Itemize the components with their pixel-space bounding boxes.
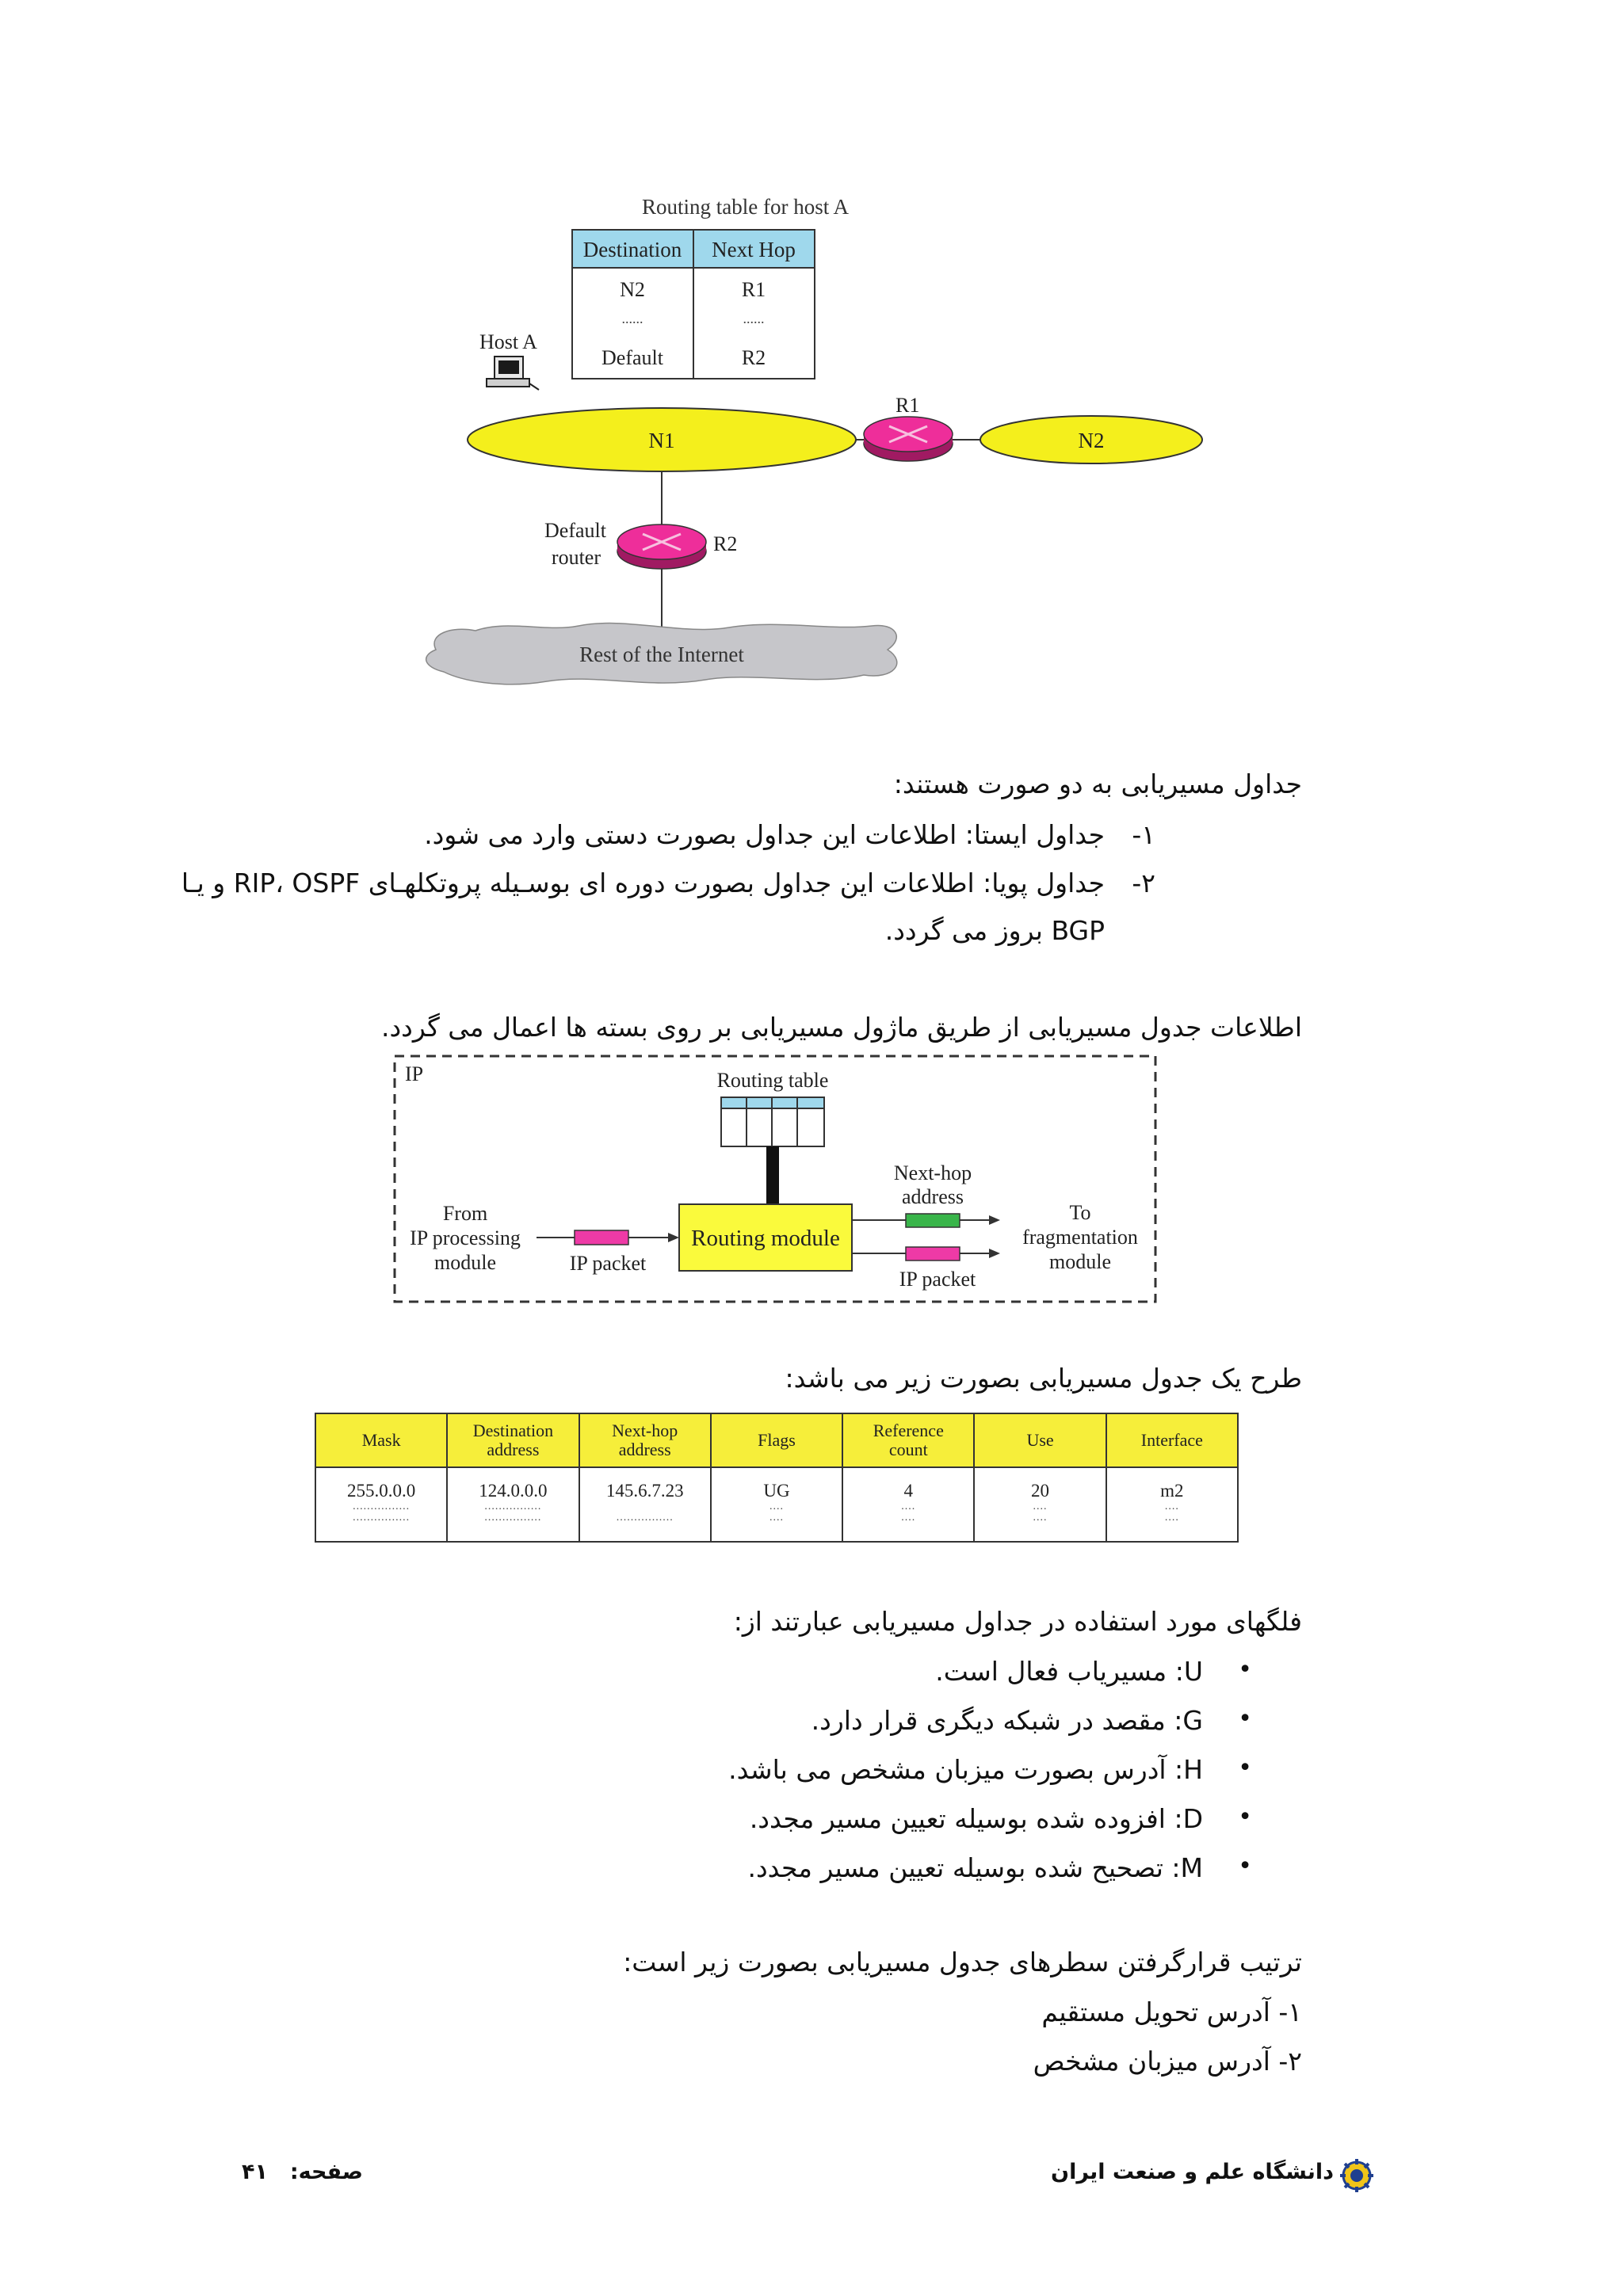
routing-table-format [315,1413,1239,1543]
cell-use-value: 20 [1031,1481,1050,1501]
bullet-icon: • [1238,1754,1252,1782]
list-item-2-text-line1: جداول پویا: اطلاعات این جداول بصورت دوره ای بوسـیله پروتکلهـای RIP، OSPF و یـا [181,868,1105,898]
routing-table-header-row [315,1413,1238,1467]
filler-dots: .... [1033,1512,1048,1524]
row-order-heading: ترتیب قرارگرفتن سطرهای جدول مسیریابی بصورت زیر است: [623,1947,1302,1978]
table-row [315,1467,1238,1542]
to-label-line3: module [1049,1250,1111,1273]
header-destination: Destination [582,238,682,261]
host-routing-table [572,230,815,379]
to-label-line2: fragmentation [1022,1226,1138,1249]
routing-table-title: Routing table for host A [642,195,849,219]
cell-reference-count [842,1467,974,1542]
ip-packet-in-icon [575,1230,628,1245]
routing-tables-types-heading: جداول مسیریابی به دو صورت هستند: [893,769,1302,799]
routing-module-paragraph: اطلاعات جدول مسیریابی از طریق ماژول مسیریابی بر روی بسته ها اعمال می گردد. [381,1012,1302,1043]
university-name: دانشگاه علم و صنعت ایران [1051,2160,1334,2184]
university-logo-icon [1339,2158,1374,2193]
cell-next-hop-value: 145.6.7.23 [605,1481,684,1501]
col-reference-label-1: Reference [873,1421,944,1440]
cell-use [974,1467,1106,1542]
col-interface [1106,1413,1238,1467]
cell-mask [315,1467,447,1542]
col-next-hop [579,1413,711,1467]
filler-dots: ................ [484,1512,542,1524]
to-label-line1: To [1069,1201,1091,1224]
row1-destination: N2 [620,278,645,301]
col-flags [711,1413,842,1467]
list-item-2-text-line2: BGP بروز می گردد. [884,915,1105,946]
from-label-line3: module [434,1251,496,1274]
cell-interface [1106,1467,1238,1542]
default-router-label-line1: Default [544,519,606,542]
cell-flags [711,1467,842,1542]
row-order-item-1: ۱- آدرس تحویل مستقیم [1041,1997,1302,2027]
routing-table-label: Routing table [716,1069,829,1092]
flag-u: U: مسیریاب فعال است. [935,1656,1203,1687]
header-next-hop: Next Hop [712,238,796,261]
col-next-hop-label-1: Next-hop [612,1421,678,1440]
router-r1 [864,417,953,461]
col-reference-label-2: count [888,1440,928,1459]
routing-module-diagram [392,1054,1161,1307]
router-r1-label: R1 [896,394,920,417]
col-destination-label-2: address [487,1440,540,1459]
ip-packet-out-label: IP packet [899,1268,976,1291]
filler-dots: ................ [353,1512,411,1524]
cell-interface-value: m2 [1160,1481,1184,1501]
cell-next-hop [579,1467,711,1542]
flag-m: M: تصحیح شده بوسیله تعیین مسیر مجدد. [747,1852,1203,1883]
flag-h: H: آدرس بصورت میزبان مشخص می باشد. [728,1754,1203,1785]
routing-module-label: Routing module [691,1226,840,1251]
bullet-icon: • [1238,1705,1252,1733]
col-mask [315,1413,447,1467]
cell-destination [447,1467,579,1542]
list-item-1-text: جداول ایستا: اطلاعات این جداول بصورت دستی وارد می شود. [424,819,1105,850]
filler-dots: .... [901,1512,916,1524]
cell-mask-value: 255.0.0.0 [347,1481,416,1501]
row-order-item-2: ۲- آدرس میزبان مشخص [1033,2046,1302,2077]
col-destination-label-1: Destination [472,1421,554,1440]
filler-dots: ................ [616,1512,674,1524]
filler-dots: .... [769,1501,784,1512]
bullet-icon: • [1238,1656,1252,1684]
next-hop-address-icon [906,1214,960,1227]
from-label-line1: From [442,1202,488,1225]
cell-flags-value: UG [763,1481,790,1501]
filler-dots: .... [769,1512,784,1524]
footer [0,2155,1623,2203]
col-use-label: Use [1026,1430,1054,1450]
internet-label: Rest of the Internet [579,643,744,666]
row3-next-hop: R2 [741,346,766,369]
filler-dots: ................ [353,1501,411,1512]
filler-dots: ................ [484,1501,542,1512]
router-r2-label: R2 [713,532,738,555]
routing-topology-diagram [420,182,1236,697]
bullet-icon: • [1238,1852,1252,1880]
default-router-label-line2: router [551,546,601,569]
cell-destination-value: 124.0.0.0 [479,1481,548,1501]
col-mask-label: Mask [361,1430,401,1450]
col-destination [447,1413,579,1467]
page-number: ۴۱ [242,2160,268,2184]
col-flags-label: Flags [758,1430,796,1450]
next-hop-label-line1: Next-hop [893,1161,972,1184]
router-r2 [617,524,706,569]
filler-dots: .... [1164,1501,1179,1512]
row2-destination: ...... [621,311,643,326]
col-use [974,1413,1106,1467]
host-a-label: Host A [479,330,537,353]
next-hop-label-line2: address [902,1185,964,1208]
row2-next-hop: ...... [743,311,765,326]
ip-label: IP [405,1062,424,1085]
ip-packet-in-label: IP packet [569,1252,647,1275]
row3-destination: Default [601,346,663,369]
flag-g: G: مقصد در شبکه دیگری قرار دارد. [811,1705,1203,1736]
col-interface-label: Interface [1140,1430,1203,1450]
network-n2-label: N2 [1078,429,1105,452]
list-item-2-number: ۲- [1132,868,1155,898]
col-reference-count [842,1413,974,1467]
bullet-icon: • [1238,1803,1252,1831]
flags-heading: فلگهای مورد استفاده در جداول مسیریابی عبارتند از: [733,1606,1302,1637]
list-item-1-number: ۱- [1132,819,1155,850]
routing-table-layout-paragraph: طرح یک جدول مسیریابی بصورت زیر می باشد: [785,1363,1302,1394]
cell-reference-value: 4 [903,1481,914,1501]
row1-next-hop: R1 [741,278,766,301]
col-next-hop-label-2: address [618,1440,671,1459]
routing-table-icon [721,1097,824,1146]
network-n1-label: N1 [648,429,675,452]
filler-dots: .... [1033,1501,1048,1512]
flag-d: D: افزوده شده بوسیله تعیین مسیر مجدد. [749,1803,1203,1834]
host-computer-icon [487,357,539,390]
filler-dots: .... [901,1501,916,1512]
page-label: صفحه: [289,2160,363,2184]
from-label-line2: IP processing [410,1226,521,1249]
filler-dots: .... [1164,1512,1179,1524]
ip-packet-out-icon [906,1247,960,1261]
